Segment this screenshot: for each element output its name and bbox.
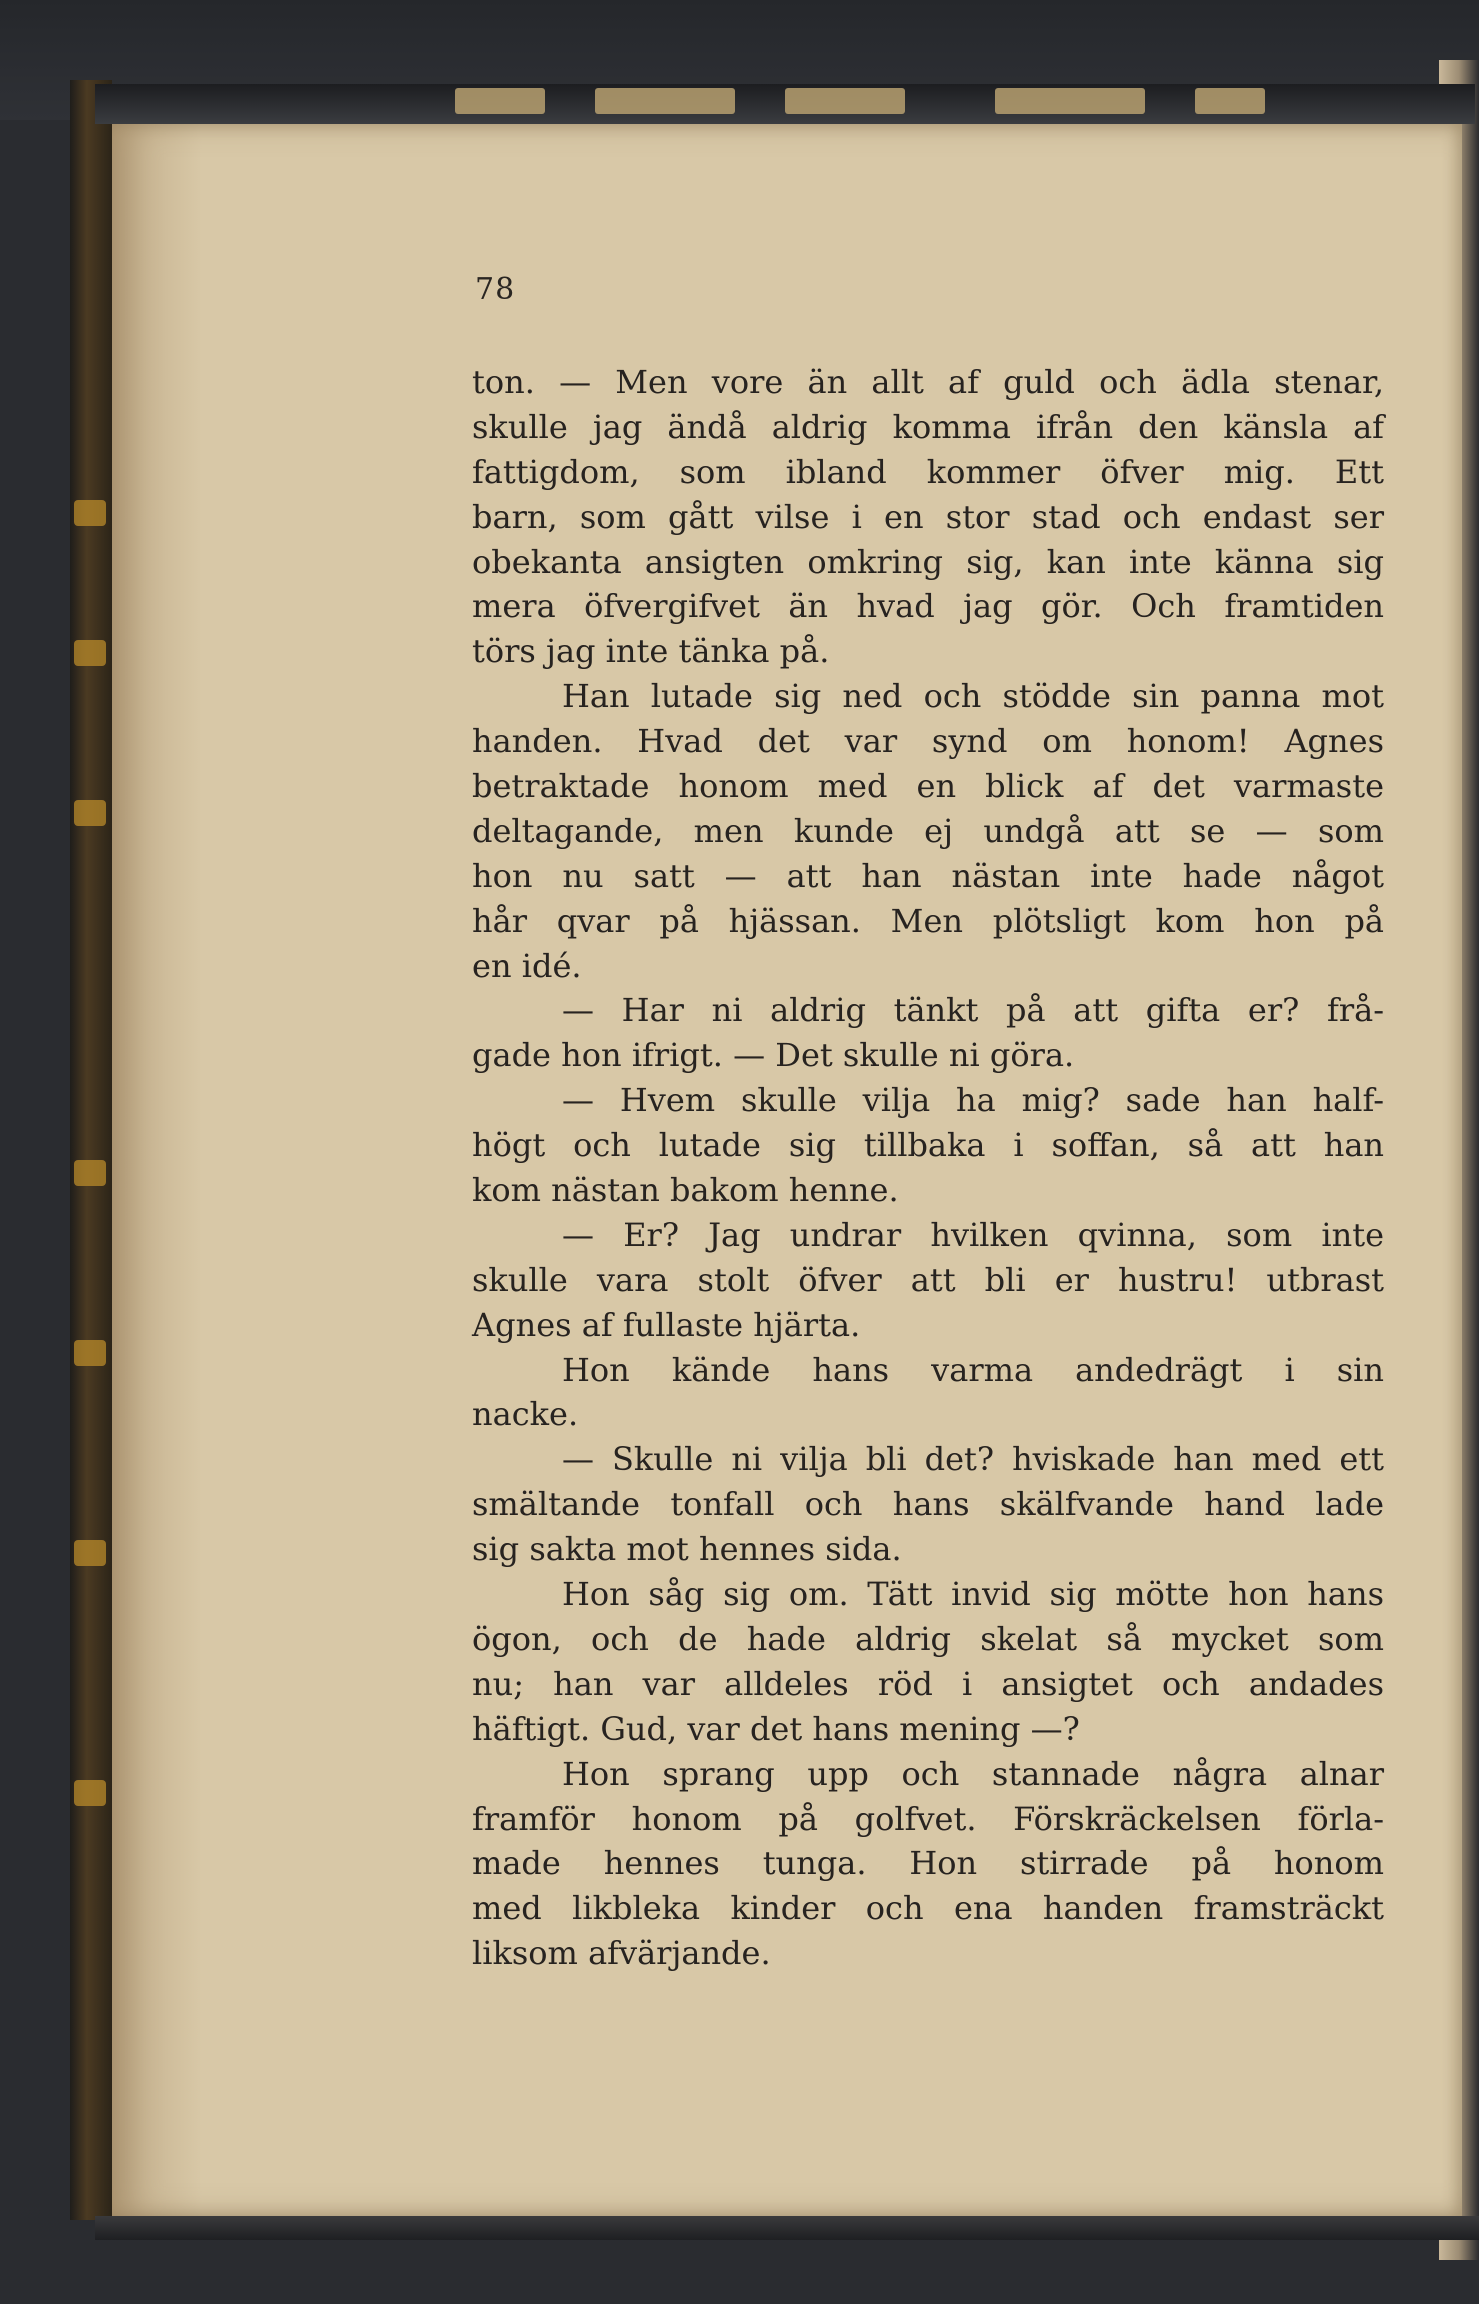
page-number: 78 (475, 272, 516, 307)
text-line: — Hvem skulle vilja ha mig? sade han half- (562, 1081, 1384, 1120)
text-line: deltagande, men kunde ej undgå att se — som (472, 811, 1384, 850)
text-line: mera öfvergifvet än hvad jag gör. Och framtiden (472, 587, 1384, 626)
text-line: Han lutade sig ned och stödde sin panna mot (562, 677, 1384, 716)
cover-wear (785, 88, 905, 114)
spine-mark (74, 1340, 106, 1366)
text-line: nacke. (472, 1395, 579, 1434)
text-line: — Skulle ni vilja bli det? hviskade han med ett (562, 1440, 1384, 1479)
text-line: Agnes af fullaste hjärta. (472, 1305, 861, 1344)
text-line: ögon, och de hade aldrig skelat så mycket som (472, 1619, 1384, 1658)
body-text (472, 360, 1384, 1976)
text-line: törs jag inte tänka på. (472, 632, 830, 671)
text-line: hon nu satt — att han nästan inte hade något (472, 856, 1384, 895)
text-line: en idé. (472, 946, 582, 985)
text-line: Hon kände hans varma andedrägt i sin (562, 1350, 1384, 1389)
book-cover-top (95, 84, 1475, 124)
cover-wear (1195, 88, 1265, 114)
text-line: kom nästan bakom henne. (472, 1171, 899, 1210)
text-line: ton. — Men vore än allt af guld och ädla stenar, (472, 363, 1384, 401)
spine-mark (74, 800, 106, 826)
book-spine (70, 80, 112, 2220)
text-line: nu; han var alldeles röd i ansigtet och andades (472, 1664, 1384, 1703)
spine-mark (74, 500, 106, 526)
text-line: Hon sprang upp och stannade några alnar (562, 1754, 1384, 1793)
text-line: obekanta ansigten omkring sig, kan inte känna sig (472, 542, 1384, 581)
page-gutter-shadow (112, 124, 202, 2216)
text-line: gade hon ifrigt. — Det skulle ni göra. (472, 1036, 1075, 1075)
text-line: fattigdom, som ibland kommer öfver mig. Ett (472, 452, 1384, 491)
spine-mark (74, 640, 106, 666)
text-line: hår qvar på hjässan. Men plötsligt kom hon på (472, 901, 1384, 940)
text-line: — Er? Jag undrar hvilken qvinna, som inte (562, 1215, 1384, 1254)
spine-mark (74, 1540, 106, 1566)
cover-wear (595, 88, 735, 114)
text-line: Hon såg sig om. Tätt invid sig mötte hon hans (562, 1575, 1384, 1614)
text-line: högt och lutade sig tillbaka i soffan, så att han (472, 1126, 1384, 1165)
cover-wear (995, 88, 1145, 114)
spine-mark (74, 1160, 106, 1186)
spine-mark (74, 1780, 106, 1806)
text-line: barn, som gått vilse i en stor stad och endast ser (472, 497, 1384, 536)
text-line: smältande tonfall och hans skälfvande hand lade (472, 1485, 1384, 1524)
text-line: framför honom på golfvet. Förskräckelsen förla- (472, 1799, 1384, 1838)
cover-wear (455, 88, 545, 114)
text-line: skulle vara stolt öfver att bli er hustru! utbrast (472, 1260, 1384, 1299)
text-line: — Har ni aldrig tänkt på att gifta er? frå- (562, 991, 1384, 1030)
text-line: skulle jag ändå aldrig komma ifrån den känsla af (472, 407, 1384, 446)
text-line: betraktade honom med en blick af det varmaste (472, 767, 1384, 806)
text-line: made hennes tunga. Hon stirrade på honom (472, 1844, 1384, 1883)
text-line: med likbleka kinder och ena handen framsträckt (472, 1889, 1384, 1928)
text-line: liksom afvärjande. (472, 1934, 771, 1973)
book-cover-bottom (95, 2216, 1479, 2240)
text-line: sig sakta mot hennes sida. (472, 1530, 902, 1569)
text-line: häftigt. Gud, var det hans mening —? (472, 1709, 1080, 1748)
text-line: handen. Hvad det var synd om honom! Agnes (472, 722, 1384, 761)
